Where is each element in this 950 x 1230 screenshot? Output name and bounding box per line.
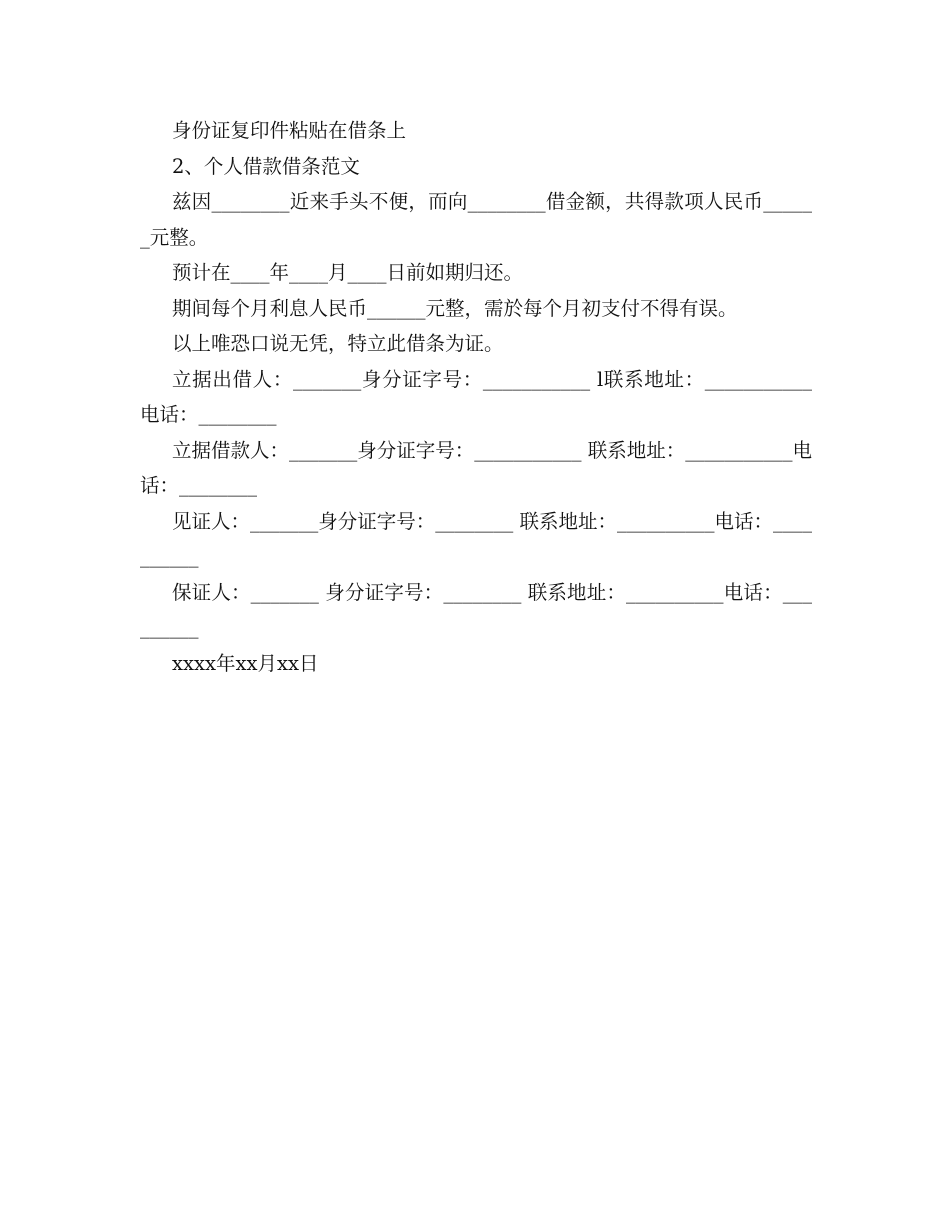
date-line: xxxx年xx月xx日: [172, 651, 319, 675]
loan-reason-paragraph: 兹因________近来手头不便，而向________借金额，共得款项人民币______元整。: [140, 190, 812, 249]
id-copy-note: 身份证复印件粘贴在借条上: [172, 119, 407, 142]
section-heading: 2、个人借款借条范文: [172, 154, 360, 178]
interest-paragraph: 期间每个月利息人民币______元整，需於每个月初支付不得有误。: [172, 296, 738, 320]
proof-statement-paragraph: 以上唯恐口说无凭，特立此借条为证。: [172, 332, 504, 355]
repayment-date-paragraph: 预计在____年____月____日前如期归还。: [172, 261, 524, 284]
document-body: [140, 113, 812, 681]
lender-info-paragraph: 立据出借人：_______身分证字号：___________ l联系地址：___________电话：________: [140, 367, 812, 426]
witness-info-paragraph: 见证人：_______身分证字号：________ 联系地址：__________电话：__________: [140, 509, 812, 568]
guarantor-info-paragraph: 保证人：_______ 身分证字号：________ 联系地址：__________电话：_________: [140, 580, 812, 639]
borrower-info-paragraph: 立据借款人：_______身分证字号：___________ 联系地址：___________电话：________: [140, 438, 812, 497]
